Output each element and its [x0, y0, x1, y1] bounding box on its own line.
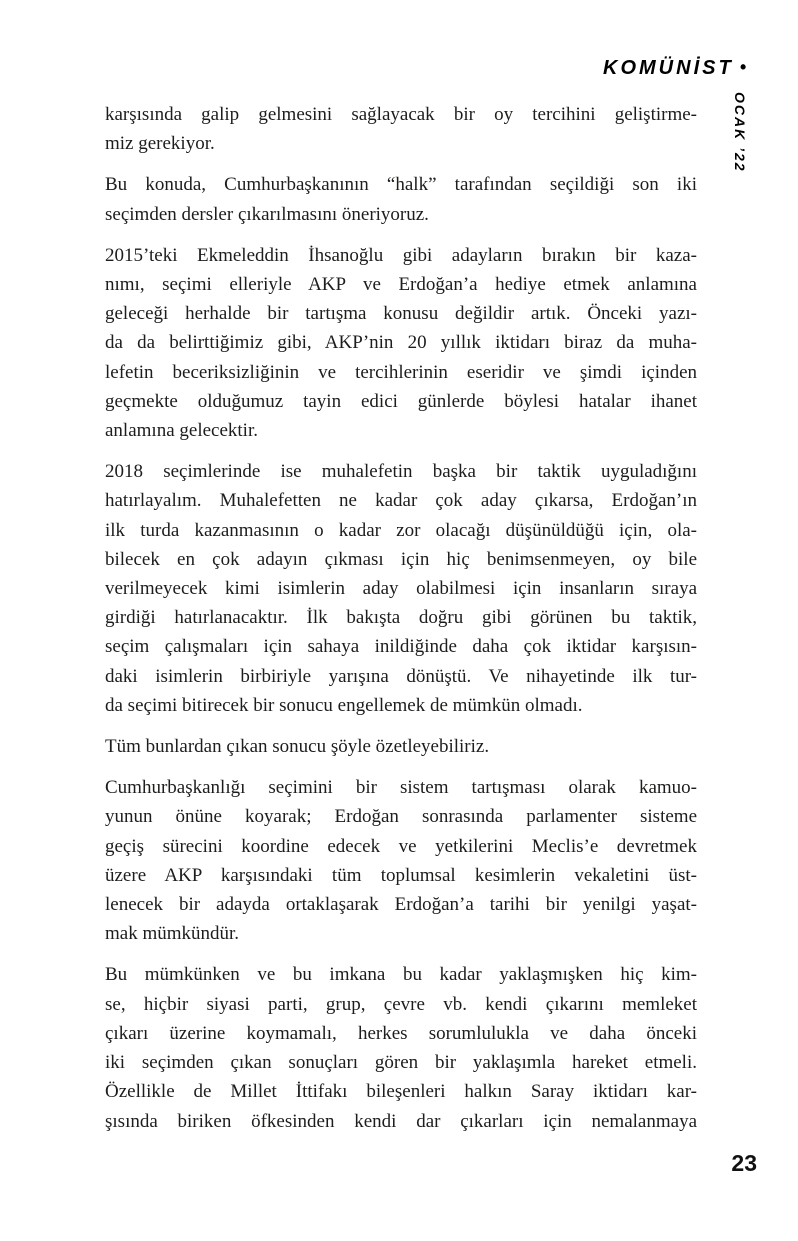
text-line: Bu konuda, Cumhurbaşkanının “halk” tarafından seçildiği son iki [105, 174, 697, 196]
text-line: da da belirttiğimiz gibi, AKP’nin 20 yıllık iktidarı biraz da muha- [105, 332, 697, 354]
text-line: Tüm bunlardan çıkan sonucu şöyle özetleyebiliriz. [105, 736, 490, 758]
masthead [603, 57, 746, 80]
paragraph [105, 732, 697, 761]
article-body [105, 100, 697, 1148]
text-line: geçiş sürecini koordine edecek ve yetkilerini Meclis’e devretmek [105, 835, 697, 857]
text-line: Cumhurbaşkanlığı seçimini bir sistem tartışması olarak kamuo- [105, 777, 697, 799]
text-line: ilk turda kazanmasının o kadar zor olacağı düşünüldüğü için, ola- [105, 519, 697, 541]
text-line: lenecek bir adayda ortaklaşarak Erdoğan’a tarihi bir yenilgi yaşat- [105, 894, 697, 916]
paragraph [105, 960, 697, 1135]
text-line: hatırlayalım. Muhalefetten ne kadar çok aday çıkarsa, Erdoğan’ın [105, 490, 697, 512]
text-line: se, hiçbir siyasi parti, grup, çevre vb. kendi çıkarını memleket [105, 993, 697, 1015]
text-line: üzere AKP karşısındaki tüm toplumsal kesimlerin vekaletini üst- [105, 864, 697, 886]
paragraph [105, 100, 697, 158]
text-line: lefetin beceriksizliğinin ve tercihlerinin eseridir ve şimdi içinden [105, 361, 697, 383]
text-line: 2018 seçimlerinde ise muhalefetin başka bir taktik uyguladığını [105, 461, 697, 483]
masthead-bullet-icon: • [739, 57, 746, 77]
text-line: Özellikle de Millet İttifakı bileşenleri halkın Saray iktidarı kar- [105, 1081, 697, 1103]
text-line: şısında biriken öfkesinden kendi dar çıkarları için nemalanmaya [105, 1110, 697, 1132]
text-line: girdiği hatırlanacaktır. İlk bakışta doğru gibi görünen bu taktik, [105, 607, 697, 629]
text-line: geleceği herhalde bir tartışma konusu değildir artık. Önceki yazı- [105, 303, 697, 325]
text-line: Bu mümkünken ve bu imkana bu kadar yaklaşmışken hiç kim- [105, 964, 697, 986]
text-line: anlamına gelecektir. [105, 420, 258, 442]
text-line: 2015’teki Ekmeleddin İhsanoğlu gibi adayların bırakın bir kaza- [105, 244, 697, 266]
paragraph [105, 241, 697, 445]
text-line: verilmeyecek kimi isimlerin aday olabilmesi için insanların sıraya [105, 578, 697, 600]
text-line: geçmekte olduğumuz tayin edici günlerde böylesi hatalar ihanet [105, 390, 697, 412]
paragraph [105, 773, 697, 948]
text-line: seçimden dersler çıkarılmasını öneriyoruz. [105, 203, 429, 225]
issue-date-label: OCAK ’22 [732, 92, 748, 173]
text-line: da seçimi bitirecek bir sonucu engellemek de mümkün olmadı. [105, 694, 583, 716]
text-line: miz gerekiyor. [105, 133, 215, 155]
text-line: çıkarı üzerine koymamalı, herkes sorumlulukla ve daha önceki [105, 1022, 697, 1044]
text-line: daki isimlerin birbiriyle yarışına dönüştü. Ve nihayetinde ilk tur- [105, 665, 697, 687]
text-line: nımı, seçimi elleriyle AKP ve Erdoğan’a hediye etmek anlamına [105, 274, 697, 296]
magazine-title: KOMÜNİST [603, 57, 734, 79]
text-line: iki seçimden çıkan sonuçları gören bir yaklaşımla hareket etmeli. [105, 1052, 697, 1074]
text-line: mak mümkündür. [105, 923, 240, 945]
text-line: bilecek en çok adayın çıkması için hiç benimsenmeyen, oy bile [105, 548, 697, 570]
page-number: 23 [731, 1150, 757, 1176]
paragraph [105, 170, 697, 228]
text-line: yunun önüne koyarak; Erdoğan sonrasında parlamenter sisteme [105, 806, 697, 828]
paragraph [105, 457, 697, 720]
text-line: karşısında galip gelmesini sağlayacak bir oy tercihini geliştirme- [105, 104, 697, 125]
text-line: seçim çalışmaları için sahaya inildiğinde daha çok iktidar karşısın- [105, 636, 697, 658]
